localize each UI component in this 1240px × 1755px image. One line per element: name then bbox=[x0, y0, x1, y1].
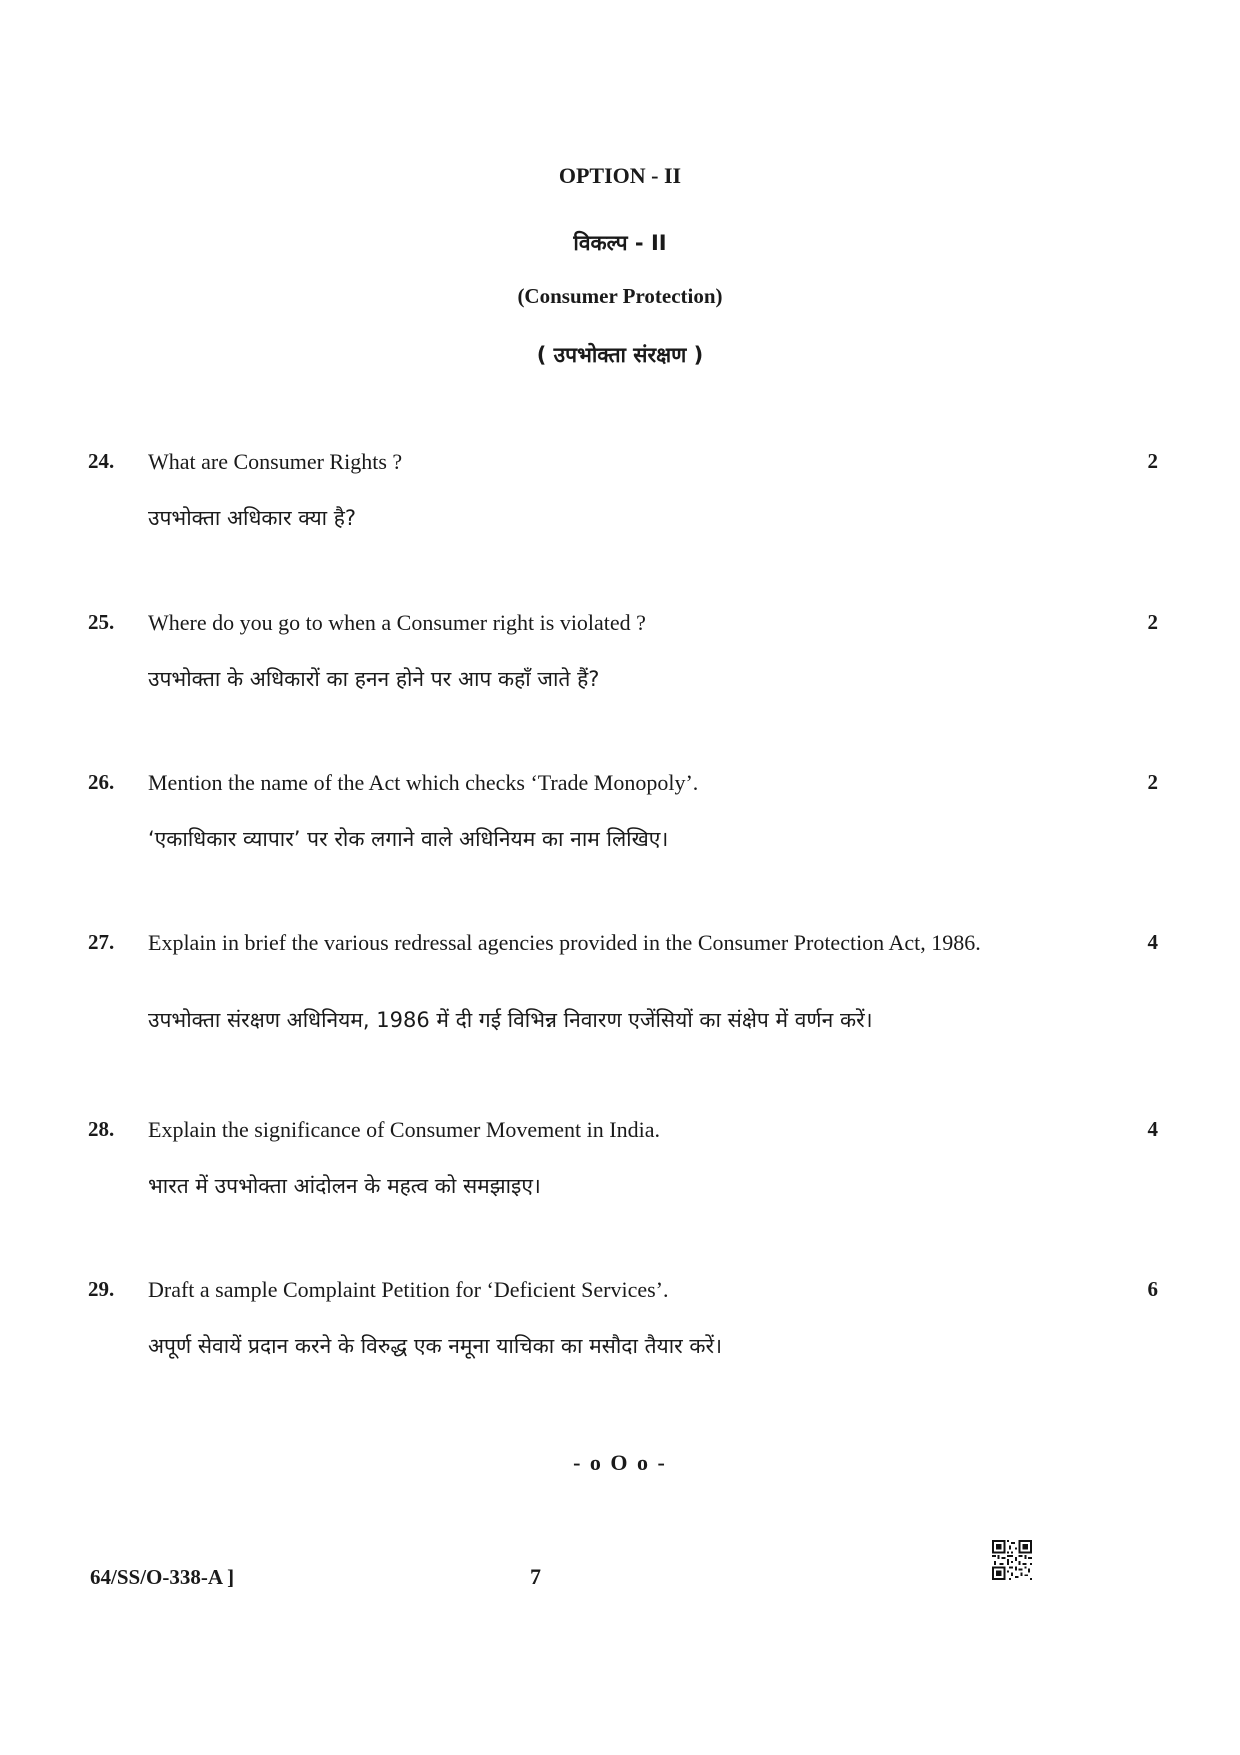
qr-code-icon bbox=[992, 1540, 1032, 1580]
option-heading: OPTION - II bbox=[558, 163, 682, 188]
question-text: Explain in brief the various redressal agencies provided in the Consumer Protection Act, 1986. bbox=[148, 930, 981, 955]
question-text: What are Consumer Rights ? bbox=[148, 449, 403, 474]
question-text: Where do you go to when a Consumer right is violated ? bbox=[148, 610, 646, 635]
question-number: 29. bbox=[88, 1277, 115, 1301]
question-marks: 4 bbox=[1147, 930, 1158, 954]
topic-heading: (Consumer Protection) bbox=[517, 284, 723, 308]
question-number: 24. bbox=[88, 449, 115, 473]
question-text: Draft a sample Complaint Petition for ‘Deficient Services’. bbox=[148, 1277, 669, 1302]
question-marks: 2 bbox=[1147, 610, 1158, 634]
question-text: Mention the name of the Act which checks ‘Trade Monopoly’. bbox=[148, 770, 699, 795]
question-text-hindi: उपभोक्ता संरक्षण अधिनियम, 1986 में दी गई विभिन्न निवारण एजेंसियों का संक्षेप में वर्णन करें। bbox=[148, 1008, 873, 1032]
question-text: Explain the significance of Consumer Movement in India. bbox=[148, 1117, 660, 1142]
question-text-hindi: ‘एकाधिकार व्यापार’ पर रोक लगाने वाले अधिनियम का नाम लिखिए। bbox=[148, 827, 669, 851]
question-text-hindi: भारत में उपभोक्ता आंदोलन के महत्व को समझाइए। bbox=[148, 1174, 541, 1198]
question-text-hindi: उपभोक्ता के अधिकारों का हनन होने पर आप कहाँ जाते हैं? bbox=[148, 667, 600, 691]
question-number: 26. bbox=[88, 770, 115, 794]
option-heading-hindi: विकल्प - II bbox=[573, 231, 667, 255]
question-marks: 2 bbox=[1147, 449, 1158, 473]
question-number: 27. bbox=[88, 930, 115, 954]
question-text-hindi: उपभोक्ता अधिकार क्या है? bbox=[148, 506, 357, 530]
paper-code: 64/SS/O-338-A ] bbox=[90, 1565, 235, 1589]
question-marks: 4 bbox=[1147, 1117, 1158, 1141]
question-number: 25. bbox=[88, 610, 115, 634]
topic-heading-hindi: ( उपभोक्ता संरक्षण ) bbox=[536, 343, 704, 367]
question-marks: 6 bbox=[1147, 1277, 1158, 1301]
question-marks: 2 bbox=[1147, 770, 1158, 794]
end-of-paper-mark: - o O o - bbox=[573, 1450, 667, 1475]
page-number: 7 bbox=[530, 1564, 541, 1589]
question-number: 28. bbox=[88, 1117, 115, 1141]
question-text-hindi: अपूर्ण सेवायें प्रदान करने के विरुद्ध एक नमूना याचिका का मसौदा तैयार करें। bbox=[148, 1334, 723, 1358]
